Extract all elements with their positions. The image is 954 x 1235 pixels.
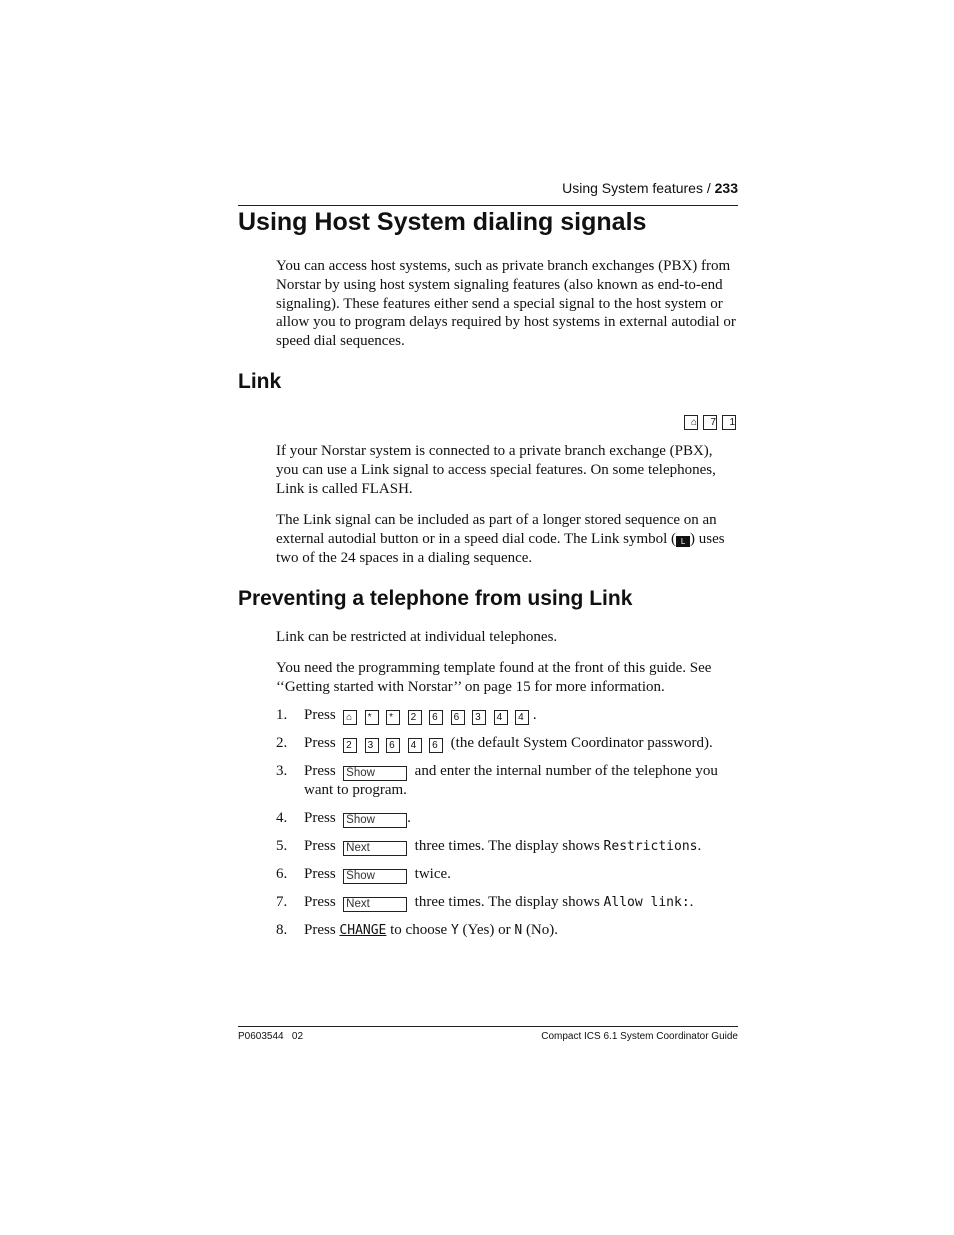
step-press: Press [304,838,336,854]
link-feature-code [670,411,736,430]
key-digit: 3 [365,738,379,753]
prevent-heading: Preventing a telephone from using Link [238,587,633,610]
link-paragraph-1: If your Norstar system is connected to a private branch exchange (PBX), you can use a Link signal to access special features. On some telephones, Link is called FLASH. [276,443,716,497]
step-number: 6. [276,866,288,882]
step-press: Press [304,866,336,882]
key-star: * [386,710,400,725]
step-tail: (the default System Coordinator password). [450,735,713,751]
step-body [304,706,738,725]
key-digit: 2 [343,738,357,753]
step-body [304,921,738,941]
step-press: Press [304,922,336,938]
key-7: 7 [703,415,717,430]
key-digit: 4 [494,710,508,725]
step-tail-end: . [689,894,694,910]
link-paragraph-2-start: The Link signal can be included as part of a longer stored sequence on an external autodial button or in a speed dial code. The Link symbol ( [276,512,717,547]
step-tail: three times. The display shows [414,838,600,854]
feature-key-icon: ⌂ [684,415,698,430]
key-digit: 3 [472,710,486,725]
step-tail: three times. The display shows [414,894,600,910]
step-number: 1. [276,707,288,723]
show-softkey: Show [343,813,407,828]
step-press: Press [304,894,336,910]
page-title: Using Host System dialing signals [238,208,647,236]
prevent-paragraph-1: Link can be restricted at individual telephones. [276,629,558,645]
display-text: Restrictions [603,839,698,854]
key-star: * [365,710,379,725]
link-paragraph-2-end: ) uses two of the 24 spaces in a dialing sequence. [276,530,725,566]
running-header-section: Using System features / [562,180,711,196]
step-body [304,837,738,857]
next-softkey: Next [343,897,407,912]
next-softkey: Next [343,841,407,856]
step-tail-mid: (Yes) or [462,922,511,938]
step-body [304,893,738,913]
footer-guide-title: Compact ICS 6.1 System Coordinator Guide [541,1031,738,1042]
key-digit: 6 [429,738,443,753]
step-press: Press [304,763,336,779]
intro-paragraph: You can access host systems, such as private branch exchanges (PBX) from Norstar by using host system signaling features (also known as end-to-end signaling). These features either send a special signal to the host system or allow you to program delays required by host systems in external autodial or speed dial sequences. [276,258,736,350]
step-body [304,809,738,828]
step-tail: and enter the internal number of the telephone you want to program. [304,763,718,798]
step-number: 7. [276,894,288,910]
key-digit: 4 [408,738,422,753]
feature-key-icon: ⌂ [343,710,357,725]
step-number: 3. [276,763,288,779]
footer-doc-number: P0603544 02 [238,1031,304,1042]
step-tail-end: (No). [525,922,559,938]
step-tail: . [532,707,537,723]
page-number: 233 [714,180,738,196]
footer-rule [238,1026,738,1027]
display-yes: Y [450,923,459,938]
step-body [304,762,738,800]
key-digit: 6 [451,710,465,725]
step-press: Press [304,810,336,826]
step-number: 4. [276,810,288,826]
step-tail-end: . [697,838,702,854]
link-paragraph-2 [276,511,738,567]
display-text: Allow link: [603,895,690,910]
step-tail: to choose [390,922,448,938]
key-digit: 2 [408,710,422,725]
step-press: Press [304,735,336,751]
key-digit: 6 [429,710,443,725]
step-press: Press [304,707,336,723]
step-number: 2. [276,735,288,751]
step-body [304,865,738,884]
show-softkey: Show [343,869,407,884]
running-header [238,180,738,196]
key-digit: 4 [515,710,529,725]
header-rule [238,205,738,206]
step-body [304,734,738,753]
step-tail: . [407,810,411,826]
prevent-paragraph-2: You need the programming template found at the front of this guide. See ‘‘Getting started with Norstar’’ on page 15 for more information. [276,660,712,695]
key-1: 1 [722,415,736,430]
show-softkey: Show [343,766,407,781]
step-number: 8. [276,922,288,938]
link-heading: Link [238,370,282,393]
step-tail: twice. [414,866,451,882]
display-no: N [514,923,523,938]
link-symbol-icon: L [676,536,690,547]
key-digit: 6 [386,738,400,753]
step-number: 5. [276,838,288,854]
change-display-key: CHANGE [339,923,387,938]
